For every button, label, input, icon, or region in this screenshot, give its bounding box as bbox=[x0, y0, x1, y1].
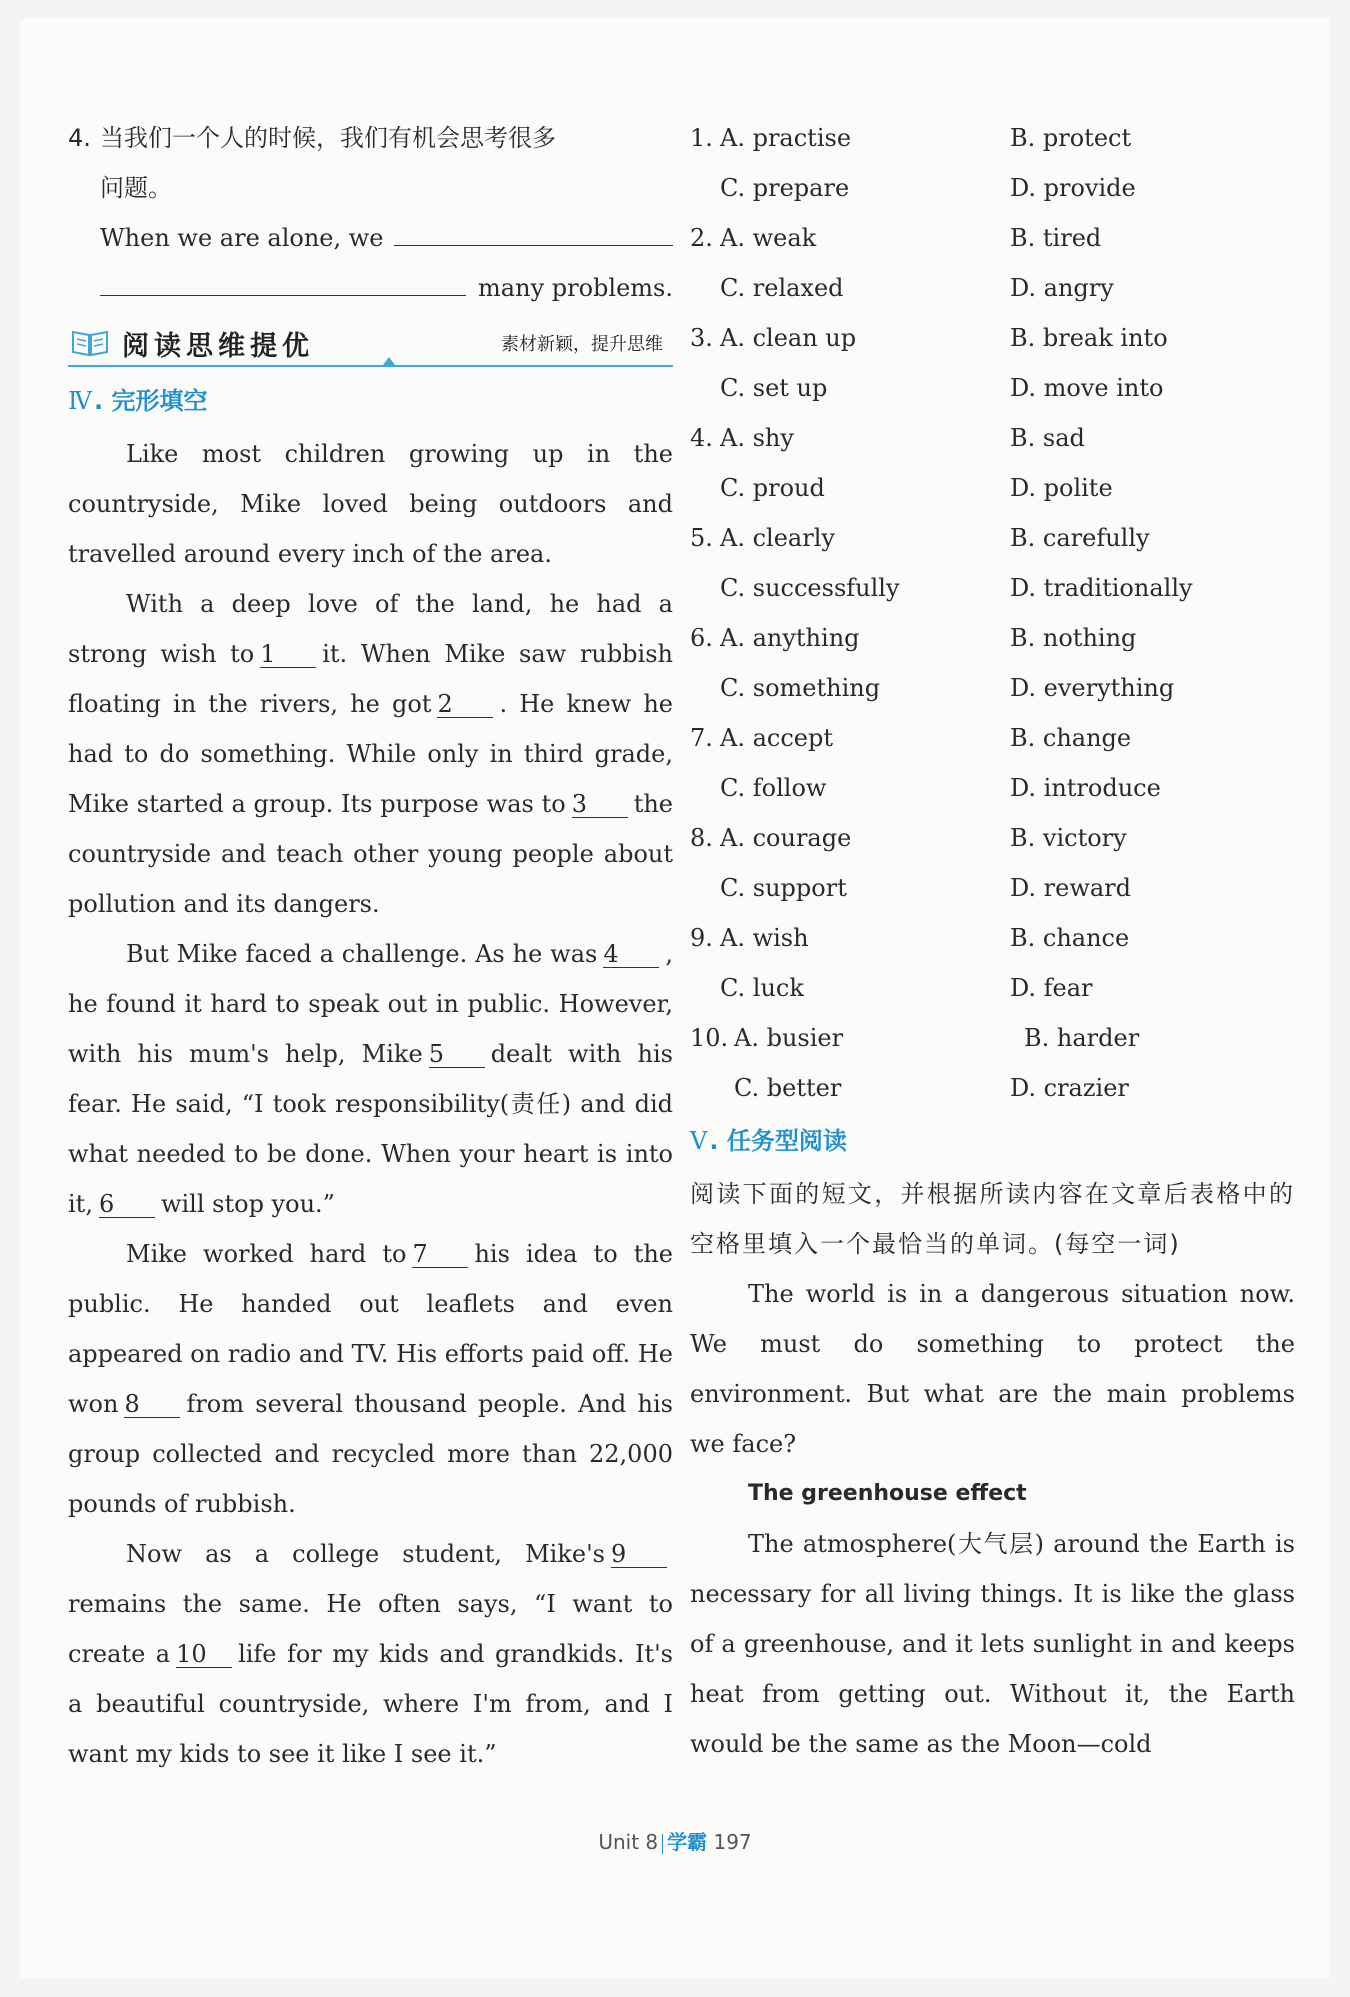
option-c[interactable]: C. something bbox=[720, 674, 881, 702]
option-b[interactable]: B. carefully bbox=[1010, 524, 1150, 552]
section-heading-task-reading: Ⅴ. 任务型阅读 bbox=[690, 1127, 847, 1155]
option-a[interactable]: A. courage bbox=[720, 824, 852, 852]
blank-1[interactable]: 1 bbox=[260, 641, 316, 668]
option-b[interactable]: B. victory bbox=[1010, 824, 1127, 852]
option-number: 5. bbox=[690, 524, 713, 552]
option-d[interactable]: D. introduce bbox=[1010, 774, 1161, 802]
option-row bbox=[690, 363, 1295, 413]
option-c[interactable]: C. relaxed bbox=[720, 274, 844, 302]
english-prompt: When we are alone, we bbox=[100, 224, 384, 252]
option-d[interactable]: D. move into bbox=[1010, 374, 1164, 402]
blank-10[interactable]: 10 bbox=[176, 1641, 232, 1668]
option-row bbox=[690, 163, 1295, 213]
answer-line[interactable] bbox=[100, 268, 466, 296]
option-row bbox=[690, 513, 1295, 563]
option-row bbox=[690, 613, 1295, 663]
option-c[interactable]: C. successfully bbox=[720, 574, 900, 602]
task-instructions: 阅读下面的短文，并根据所读内容在文章后表格中的空格里填入一个最恰当的单词。(每空一词) bbox=[690, 1180, 1295, 1258]
option-c[interactable]: C. follow bbox=[720, 774, 827, 802]
option-d[interactable]: D. polite bbox=[1010, 474, 1113, 502]
cloze-paragraph: Like most children growing up in the countryside, Mike loved being outdoors and travelled around every inch of the area. bbox=[68, 440, 673, 568]
blank-5[interactable]: 5 bbox=[429, 1041, 485, 1068]
workbook-page bbox=[20, 18, 1330, 1978]
chinese-sentence: 当我们一个人的时候，我们有机会思考很多 bbox=[100, 124, 556, 152]
option-number: 3. bbox=[690, 324, 713, 352]
option-a[interactable]: A. clearly bbox=[720, 524, 835, 552]
option-a[interactable]: A. practise bbox=[720, 124, 852, 152]
option-number: 9. bbox=[690, 924, 713, 952]
blank-6[interactable]: 6 bbox=[99, 1191, 155, 1218]
option-a[interactable]: A. anything bbox=[720, 624, 860, 652]
answer-line[interactable] bbox=[394, 218, 674, 246]
cloze-paragraph: With a deep love of the land, he had a strong wish to 1 it. When Mike saw rubbish floating in the rivers, he got 2 . He knew he had to do something. While only in third grade, Mike started a group. Its purpose was to 3 the countryside and teach other young people about pollution and its dangers. bbox=[68, 590, 673, 918]
option-row bbox=[690, 763, 1295, 813]
option-number: 6. bbox=[690, 624, 713, 652]
blank-3[interactable]: 3 bbox=[572, 791, 628, 818]
option-d[interactable]: D. crazier bbox=[1010, 1074, 1129, 1102]
option-a[interactable]: A. weak bbox=[720, 224, 817, 252]
option-row bbox=[690, 1063, 1295, 1113]
option-b[interactable]: B. change bbox=[1010, 724, 1132, 752]
option-row bbox=[690, 413, 1295, 463]
option-row bbox=[690, 913, 1295, 963]
blank-8[interactable]: 8 bbox=[124, 1391, 180, 1418]
option-row bbox=[690, 263, 1295, 313]
translation-question bbox=[68, 113, 673, 313]
option-b[interactable]: B. harder bbox=[1024, 1024, 1140, 1052]
option-d[interactable]: D. everything bbox=[1010, 674, 1175, 702]
option-row bbox=[690, 663, 1295, 713]
section-heading-cloze: Ⅳ. 完形填空 bbox=[68, 387, 208, 415]
option-number: 2. bbox=[690, 224, 713, 252]
option-d[interactable]: D. angry bbox=[1010, 274, 1114, 302]
option-row bbox=[690, 813, 1295, 863]
blank-9[interactable]: 9 bbox=[611, 1541, 667, 1568]
option-d[interactable]: D. provide bbox=[1010, 174, 1136, 202]
right-column bbox=[690, 113, 1295, 1769]
cloze-paragraph: Now as a college student, Mike's 9remains the same. He often says, “I want to create a 10 life for my kids and grandkids. It's a beautiful countryside, where I'm from, and I want my kids to see it like I see it.” bbox=[68, 1540, 674, 1768]
left-column bbox=[68, 113, 673, 1779]
option-a[interactable]: A. wish bbox=[720, 924, 809, 952]
chinese-sentence-cont: 问题。 bbox=[100, 174, 172, 202]
option-c[interactable]: C. luck bbox=[720, 974, 804, 1002]
greenhouse-paragraph: The atmosphere(大气层) around the Earth is necessary for all living things. It is like the glass of a greenhouse, and it lets sunlight in and keeps heat from getting out. Without it, the Earth would be the same as the Moon—cold bbox=[690, 1530, 1295, 1758]
blank-7[interactable]: 7 bbox=[412, 1241, 468, 1268]
option-row bbox=[690, 863, 1295, 913]
banner-title: 阅读思维提优 bbox=[122, 330, 314, 362]
option-b[interactable]: B. nothing bbox=[1010, 624, 1137, 652]
option-number: 10. bbox=[690, 1024, 729, 1052]
option-c[interactable]: C. set up bbox=[720, 374, 828, 402]
option-d[interactable]: D. fear bbox=[1010, 974, 1093, 1002]
blank-2[interactable]: 2 bbox=[437, 691, 493, 718]
option-a[interactable]: A. busier bbox=[734, 1024, 844, 1052]
brand-label: 学霸 bbox=[667, 1830, 708, 1854]
option-row bbox=[690, 313, 1295, 363]
option-row bbox=[690, 1013, 1295, 1063]
option-row bbox=[690, 963, 1295, 1013]
option-b[interactable]: B. sad bbox=[1010, 424, 1085, 452]
blank-4[interactable]: 4 bbox=[603, 941, 659, 968]
option-a[interactable]: A. clean up bbox=[720, 324, 857, 352]
page-number: 197 bbox=[713, 1830, 752, 1854]
book-icon bbox=[70, 328, 110, 358]
option-row bbox=[690, 463, 1295, 513]
option-number: 4. bbox=[690, 424, 713, 452]
option-row bbox=[690, 713, 1295, 763]
section-banner bbox=[68, 321, 673, 367]
option-c[interactable]: C. proud bbox=[720, 474, 825, 502]
option-row bbox=[690, 213, 1295, 263]
footer-divider bbox=[662, 1834, 663, 1854]
cloze-paragraph: Mike worked hard to 7 his idea to the public. He handed out leaflets and even appeared on radio and TV. His efforts paid off. He won 8 from several thousand people. And his group collected and recycled more than 22,000 pounds of rubbish. bbox=[68, 1240, 673, 1518]
option-b[interactable]: B. tired bbox=[1010, 224, 1102, 252]
page-footer bbox=[20, 1826, 1330, 1855]
option-row bbox=[690, 113, 1295, 163]
option-b[interactable]: B. chance bbox=[1010, 924, 1130, 952]
option-number: 1. bbox=[690, 124, 713, 152]
option-row bbox=[690, 563, 1295, 613]
unit-label: Unit 8 bbox=[598, 1830, 659, 1854]
cloze-options bbox=[690, 113, 1295, 1113]
triangle-marker-icon bbox=[383, 357, 395, 365]
option-d[interactable]: D. traditionally bbox=[1010, 574, 1193, 602]
option-b[interactable]: B. break into bbox=[1010, 324, 1168, 352]
question-number: 4. bbox=[68, 124, 91, 152]
task-intro-paragraph: The world is in a dangerous situation now. We must do something to protect the environment. But what are the main problems we face? bbox=[690, 1280, 1295, 1458]
cloze-paragraph: But Mike faced a challenge. As he was 4 , he found it hard to speak out in public. However, with his mum's help, Mike 5 dealt with his fear. He said, “I took responsibility(责任) and did what needed to be done. When your heart is into it, 6 will stop you.” bbox=[68, 940, 673, 1218]
option-c[interactable]: C. support bbox=[720, 874, 847, 902]
english-prompt-end: many problems. bbox=[478, 274, 673, 302]
banner-subtitle: 素材新颖，提升思维 bbox=[501, 334, 663, 355]
option-d[interactable]: D. reward bbox=[1010, 874, 1132, 902]
option-a[interactable]: A. accept bbox=[720, 724, 833, 752]
option-c[interactable]: C. better bbox=[734, 1074, 842, 1102]
option-b[interactable]: B. protect bbox=[1010, 124, 1132, 152]
option-number: 8. bbox=[690, 824, 713, 852]
option-c[interactable]: C. prepare bbox=[720, 174, 850, 202]
subheading-greenhouse: The greenhouse effect bbox=[748, 1481, 1027, 1506]
option-a[interactable]: A. shy bbox=[720, 424, 794, 452]
option-number: 7. bbox=[690, 724, 713, 752]
